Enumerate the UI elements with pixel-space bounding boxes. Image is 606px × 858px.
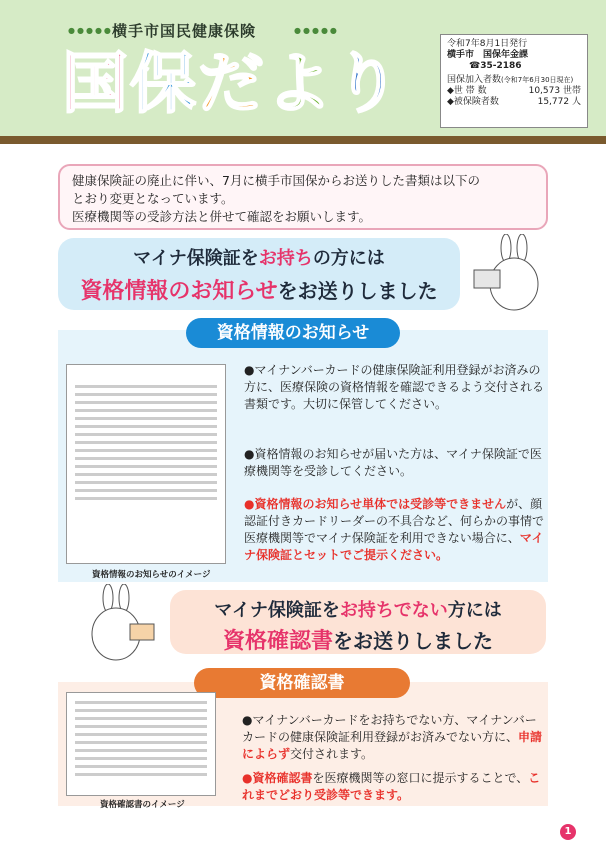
notice-line: 健康保険証の廃止に伴い、7月に横手市国保からお送りした書類は以下の	[72, 173, 480, 188]
title-char: よ	[266, 45, 332, 122]
title-char: 国	[62, 45, 128, 122]
rabbit-mascot-icon	[470, 234, 550, 314]
title-char: 保	[130, 45, 196, 122]
notice-line: 医療機関等の受診方法と併せて確認をお願いします。	[72, 209, 372, 224]
insured-row	[447, 97, 581, 108]
section-label: 資格確認書	[194, 668, 410, 698]
title-char: だ	[198, 45, 264, 122]
title-char: り	[334, 45, 400, 122]
enrollment-label: 国保加入者数	[447, 75, 502, 85]
bullet-item: ●マイナンバーカードをお持ちでない方、マイナンバーカードの健康保険証利用登録がお済みでない方に、申請によらず交付されます。	[242, 713, 543, 761]
insured-unit: 人	[571, 97, 581, 107]
insured-value: 15,772	[537, 97, 570, 107]
issue-date: 令和7年8月1日発行	[447, 39, 528, 49]
households-label: ◆世 帯 数	[447, 86, 487, 96]
newsletter-subtitle: 横手市国民健康保険	[112, 22, 257, 40]
notice-line: とおり変更となっています。	[72, 191, 234, 206]
households-value: 10,573	[528, 86, 561, 96]
rabbit-mascot-icon	[78, 584, 168, 664]
bullet-item: ●資格情報のお知らせが届いた方は、マイナ保険証で医療機関等を受診してください。	[244, 447, 542, 478]
newsletter-title	[62, 44, 400, 124]
bullet-item: ●資格確認書を医療機関等の窓口に提示することで、これまでどおり受診等できます。	[242, 771, 541, 802]
decorative-dots-left: ●●●●●	[68, 26, 113, 35]
insured-label: ◆被保険者数	[447, 97, 499, 107]
issue-info-box	[440, 34, 588, 128]
enrollment-note: (令和7年6月30日現在)	[501, 76, 574, 84]
decorative-dots-right: ●●●●●	[294, 26, 339, 35]
balloon-subheading: 資格情報のお知らせをお送りしました	[80, 279, 438, 304]
document-image-info-notice	[66, 364, 226, 564]
balloon-heading: マイナ保険証をお持ちでない方には	[214, 600, 502, 621]
publisher: 横手市 国保年金課	[447, 50, 529, 60]
notice-box	[58, 164, 548, 230]
masthead-divider	[0, 136, 606, 144]
enrollment-heading	[447, 75, 581, 86]
section-label: 資格情報のお知らせ	[186, 318, 400, 348]
households-row	[447, 86, 581, 97]
bullet-item: ●資格情報のお知らせ単体では受診等できませんが、顔認証付きカードリーダーの不具合など、何らかの事情で医療機関等でマイナ保険証を利用できない場合に、マイナ保険証とセットでご提示ください。	[244, 497, 545, 562]
balloon-heading: マイナ保険証をお持ちの方には	[133, 248, 385, 269]
image-caption: 資格情報のお知らせのイメージ	[92, 570, 211, 580]
bullet-item: ●マイナンバーカードの健康保険証利用登録がお済みの方に、医療保険の資格情報を確認できるよう交付される書類です。大切に保管してください。	[244, 363, 545, 411]
document-image-certificate	[66, 692, 216, 796]
speech-balloon-card-holders	[58, 238, 460, 310]
households-unit: 世帯	[562, 86, 581, 96]
speech-balloon-non-holders	[170, 590, 546, 654]
image-caption: 資格確認書のイメージ	[100, 800, 185, 810]
balloon-subheading: 資格確認書をお送りしました	[222, 629, 493, 654]
phone-number: ☎35-2186	[469, 61, 522, 71]
page-number: 1	[560, 824, 576, 840]
